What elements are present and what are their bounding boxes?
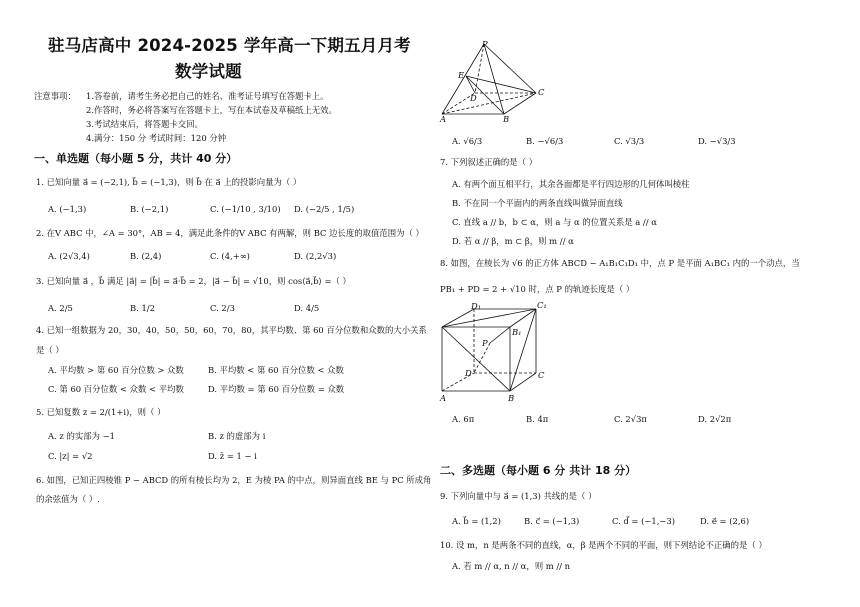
q5-option-b: B. z 的虚部为 i [208, 431, 266, 441]
q1-option-b: B. (−2,1) [130, 204, 169, 214]
q3-option-a: A. 2/5 [48, 303, 73, 313]
q1-option-d: D. (−2/5 , 1/5) [294, 204, 355, 214]
segment-ed [466, 76, 475, 93]
q6-stem-line2: 的余弦值为（ ）. [36, 494, 100, 504]
section2-heading: 二、多选题（每小题 6 分 共计 18 分） [440, 464, 637, 477]
label-c: C [538, 87, 545, 97]
diag-a1b [442, 327, 510, 391]
q4-stem-line2: 是（ ） [36, 345, 64, 355]
q7-stem: 7. 下列叙述正确的是（ ） [440, 157, 538, 167]
segment-pb1 [490, 327, 510, 343]
diag-bc1 [510, 309, 536, 391]
label-d-cube: D [465, 368, 472, 378]
label-c1: C₁ [537, 300, 547, 310]
q6-option-a: A. √6/3 [452, 136, 483, 146]
q8-option-a: A. 6π [452, 414, 475, 424]
label-a: A [440, 114, 447, 124]
q2-stem: 2. 在V ABC 中，∠A = 30°，AB = 4，满足此条件的V ABC 有两解，则 BC 边长度的取值范围为（ ） [36, 228, 424, 238]
q8-option-d: D. 2√2π [698, 414, 732, 424]
q6-option-b: B. −√6/3 [526, 136, 564, 146]
label-b1: B₁ [512, 327, 522, 337]
section1-heading: 一、单选题（每小题 5 分，共计 40 分） [34, 152, 238, 165]
q9-option-c: C. d⃗ = (−1,−3) [612, 516, 675, 526]
q6-stem-line1: 6. 如图，已知正四棱锥 P − ABCD 的所有棱长均为 2，E 为棱 PA 的中点，则异面直线 BE 与 PC 所成角 [36, 475, 432, 485]
q3-option-b: B. 1/2 [130, 303, 155, 313]
q8-stem-line1: 8. 如图，在棱长为 √6 的正方体 ABCD − A₁B₁C₁D₁ 中，点 P 是平面 A₁BC₁ 内的一个动点，当 [440, 258, 800, 268]
q1-option-c: C. (−1/10 , 3/10) [210, 204, 281, 214]
q9-option-a: A. b⃗ = (1,2) [452, 516, 501, 526]
cube-figure [440, 303, 552, 401]
q6-option-c: C. √3/3 [614, 136, 645, 146]
q3-option-d: D. 4/5 [294, 303, 320, 313]
note-2: 2.作答时，务必将答案写在答题卡上，写在本试卷及草稿纸上无效。 [86, 105, 337, 115]
label-e: E [458, 70, 465, 80]
diag-a1c1 [442, 309, 536, 327]
label-b-cube: B [508, 393, 515, 403]
q5-stem: 5. 已知复数 z = 2/(1+i)，则（ ） [36, 407, 166, 417]
q2-option-a: A. (2√3,4) [48, 251, 90, 261]
q10-stem: 10. 设 m，n 是两条不同的直线，α，β 是两个不同的平面，则下列结论不正确的是（ ） [440, 540, 767, 550]
q7-option-c: C. 直线 a // b，b ⊂ α，则 a 与 α 的位置关系是 a // α [452, 217, 657, 227]
pyramid-figure [440, 38, 550, 126]
q4-option-a: A. 平均数 > 第 60 百分位数 > 众数 [48, 365, 184, 375]
q3-option-c: C. 2/3 [210, 303, 235, 313]
edge-bc [510, 373, 536, 391]
q6-option-d: D. −√3/3 [698, 136, 736, 146]
notes-label: 注意事项： [34, 91, 76, 101]
edge-bc [504, 93, 536, 114]
note-3: 3.考试结束后，将答题卡交回。 [86, 119, 203, 129]
label-a-cube: A [440, 393, 447, 403]
note-1: 1.答卷前，请考生务必把自己的姓名、准考证号填写在答题卡上。 [86, 91, 329, 101]
q8-option-c: C. 2√3π [614, 414, 647, 424]
q7-option-a: A. 有两个面互相平行，其余各面都是平行四边形的几何体叫棱柱 [452, 179, 690, 189]
q8-option-b: B. 4π [526, 414, 549, 424]
note-4: 4.满分：150 分 考试时间：120 分钟 [86, 133, 227, 143]
label-b: B [503, 114, 510, 124]
exam-title-line2: 数学试题 [175, 62, 242, 81]
q5-option-c: C. |z| = √2 [48, 451, 93, 461]
q2-option-b: B. (2,4) [130, 251, 162, 261]
q1-stem: 1. 已知向量 a⃗ = (−2,1), b⃗ = (−1,3)，则 b⃗ 在 a⃗ 上的投影向量为（ ） [36, 177, 302, 187]
q1-option-a: A. (−1,3) [48, 204, 87, 214]
diag-ac [442, 93, 536, 114]
q2-option-c: C. (4,+∞) [210, 251, 250, 261]
q7-option-b: B. 不在同一个平面内的两条直线叫做异面直线 [452, 198, 623, 208]
label-d: D [470, 93, 477, 103]
q4-option-d: D. 平均数 = 第 60 百分位数 = 众数 [208, 384, 345, 394]
q8-stem-line2: PB₁ + PD = 2 + √10 时，点 P 的轨迹长度是（ ） [440, 284, 635, 294]
q3-stem: 3. 已知向量 a⃗ ，b⃗ 满足 |a⃗| = |b⃗| = a⃗·b⃗ = 2，|a⃗ − b⃗| = √10，则 cos⟨a⃗,b⃗⟩ =（ ） [36, 276, 351, 286]
q10-option-a: A. 若 m // α, n // α，则 m // n [452, 561, 571, 571]
label-d1: D₁ [471, 301, 482, 311]
q7-option-d: D. 若 α // β，m ⊂ β，则 m // α [452, 236, 574, 246]
q9-stem: 9. 下列向量中与 a⃗ = (1,3) 共线的是（ ） [440, 491, 597, 501]
q2-option-d: D. (2,2√3) [294, 251, 337, 261]
q5-option-d: D. z̄ = 1 − i [208, 451, 257, 461]
edge-pc [484, 44, 536, 93]
exam-title-line1: 驻马店高中 2024-2025 学年高一下期五月月考 [48, 36, 411, 55]
label-p-cube: P [482, 338, 488, 348]
label-c-cube: C [538, 370, 545, 380]
q9-option-d: D. e⃗ = (2,6) [700, 516, 750, 526]
q4-option-b: B. 平均数 < 第 60 百分位数 < 众数 [208, 365, 344, 375]
q5-option-a: A. z 的实部为 −1 [48, 431, 115, 441]
q4-stem-line1: 4. 已知一组数据为 20，30，40，50，50，60，70，80，其平均数、第 60 百分位数和众数的大小关系 [36, 325, 427, 335]
q9-option-b: B. c⃗ = (−1,3) [524, 516, 580, 526]
q4-option-c: C. 第 60 百分位数 < 众数 < 平均数 [48, 384, 184, 394]
label-p: P [482, 39, 488, 49]
